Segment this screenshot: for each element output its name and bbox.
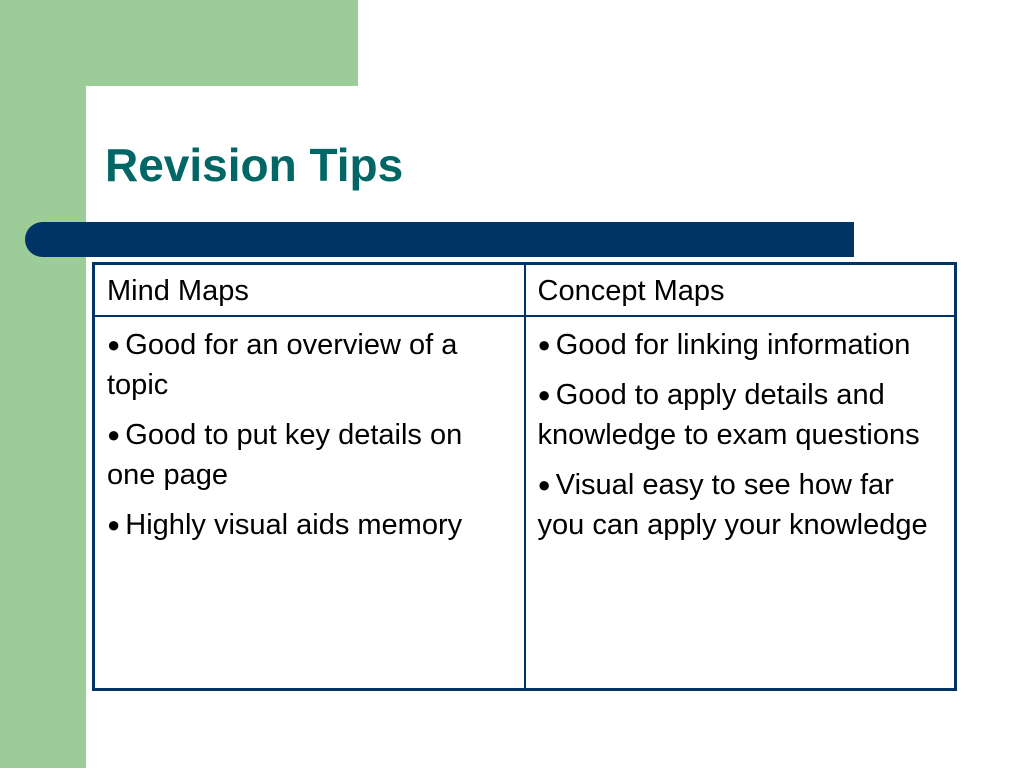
concept-maps-cell: [525, 316, 956, 690]
list-item-text: Good for linking information: [555, 328, 911, 361]
bullet-icon: ●: [537, 471, 551, 497]
list-item-text: Good to apply details and knowledge to exam questions: [537, 378, 920, 451]
green-side-band: [0, 0, 86, 768]
table-header-row: [94, 264, 956, 316]
header-mind-maps: Mind Maps: [94, 264, 525, 316]
list-item: [107, 505, 512, 545]
list-item-text: Highly visual aids memory: [125, 508, 463, 541]
list-item-text: Good for an overview of a topic: [107, 328, 458, 401]
table-body-row: [94, 316, 956, 690]
comparison-table: [92, 262, 957, 691]
list-item-text: Good to put key details on one page: [107, 418, 463, 491]
bullet-icon: ●: [107, 331, 121, 357]
bullet-icon: ●: [537, 381, 551, 407]
bullet-icon: ●: [107, 421, 121, 447]
green-corner-block: [0, 0, 358, 86]
mind-maps-cell: [94, 316, 525, 690]
bullet-icon: ●: [107, 511, 121, 537]
list-item: [107, 415, 512, 495]
list-item-text: Visual easy to see how far you can apply your knowledge: [537, 468, 928, 541]
list-item: [538, 325, 943, 365]
list-item: [538, 465, 943, 545]
list-item: [538, 375, 943, 455]
header-concept-maps: Concept Maps: [525, 264, 956, 316]
title-underline-bar: [25, 222, 854, 257]
slide-title: Revision Tips: [105, 139, 404, 191]
bullet-icon: ●: [537, 331, 551, 357]
list-item: [107, 325, 512, 405]
